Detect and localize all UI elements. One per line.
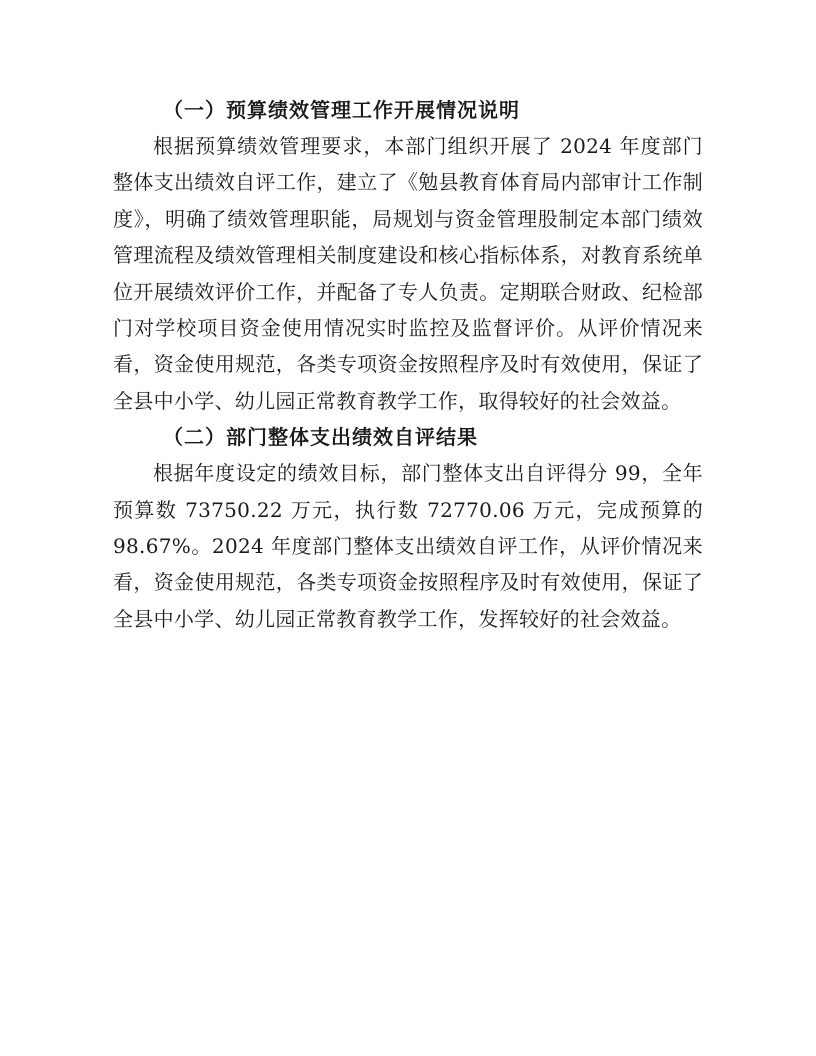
document-page	[113, 92, 703, 637]
section-paragraph-1: 根据预算绩效管理要求，本部门组织开展了 2024 年度部门整体支出绩效自评工作，建立了《勉县教育体育局内部审计工作制度》，明确了绩效管理职能，局规划与资金管理股制定本部门绩效管理流程及绩效管理相关制度建设和核心指标体系，对教育系统单位开展绩效评价工作，并配备了专人负责。定期联合财政、纪检部门对学校项目资金使用情况实时监控及监督评价。从评价情况来看，资金使用规范，各类专项资金按照程序及时有效使用，保证了全县中小学、幼儿园正常教育教学工作，取得较好的社会效益。	[113, 134, 703, 413]
section-heading-1: （一）预算绩效管理工作开展情况说明	[163, 98, 520, 122]
section-heading-2: （二）部门整体支出绩效自评结果	[163, 425, 478, 450]
section-paragraph-2: 根据年度设定的绩效目标，部门整体支出自评得分 99，全年预算数 73750.22 万元，执行数 72770.06 万元，完成预算的 98.67%。2024 年度部门整体支出绩效自评工作，从评价情况来看，资金使用规范，各类专项资金按照程序及时有效使用，保证了全县中小学、幼儿园正常教育教学工作，发挥较好的社会效益。	[113, 461, 703, 631]
